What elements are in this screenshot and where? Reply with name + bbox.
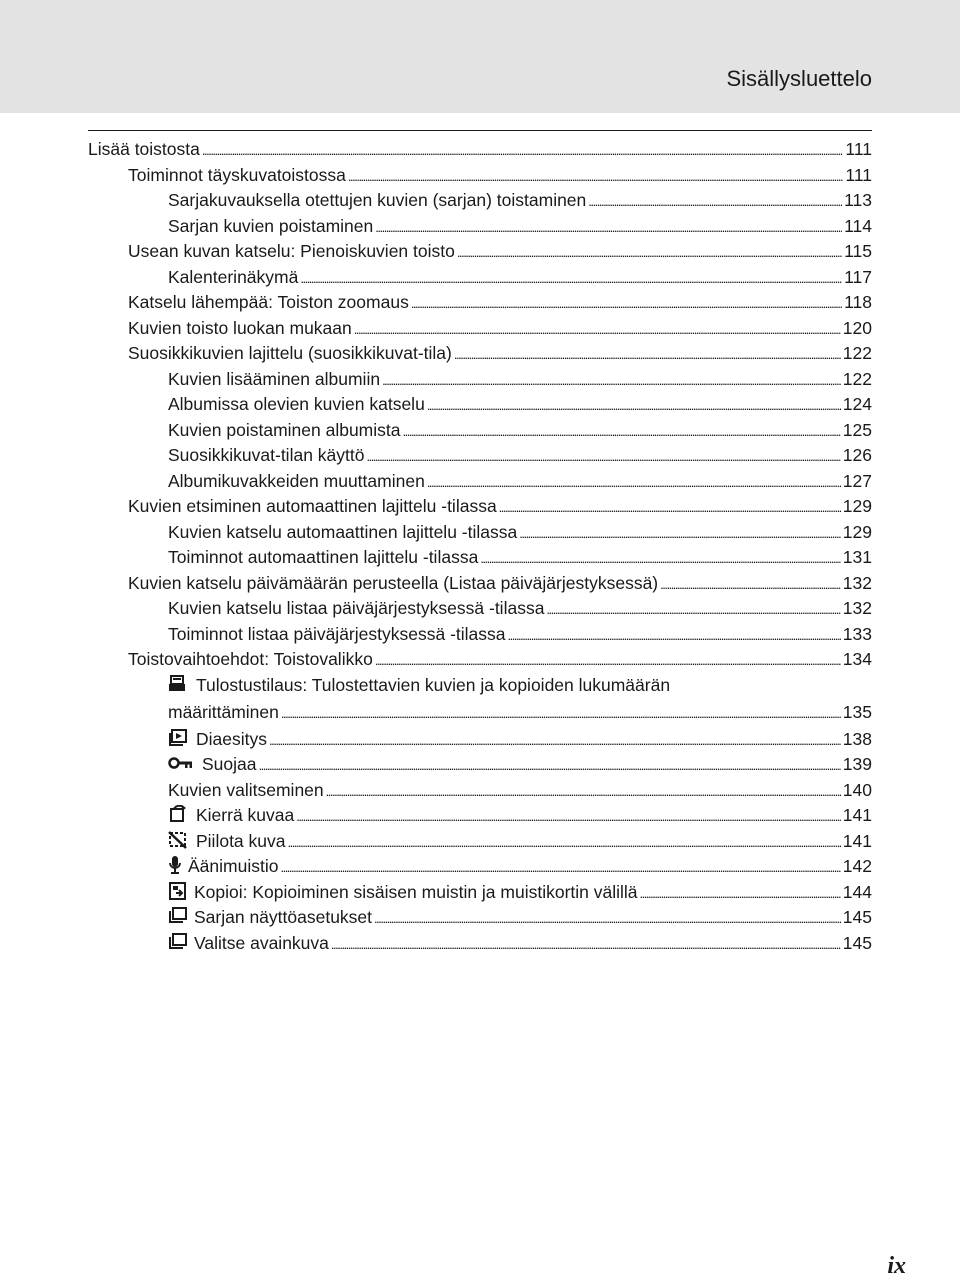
toc-entry-page: 114 (844, 215, 872, 236)
toc-entry-page: 118 (844, 292, 872, 312)
toc-entry[interactable] (88, 267, 872, 293)
toc-entry-text: Valitse avainkuva (194, 932, 329, 953)
toc-entry-label: Toiminnot automaattinen lajittelu -tilassa (168, 547, 479, 567)
toc-entry-page: 115 (844, 241, 872, 261)
page-title: Sisällysluettelo (726, 66, 872, 91)
rotate-image-icon (168, 805, 188, 823)
slideshow-icon (168, 729, 188, 747)
toc-entry-text: Diaesitys (196, 728, 267, 749)
toc-entry[interactable] (88, 780, 872, 806)
print-order-icon (168, 675, 188, 693)
dot-leader (411, 296, 842, 311)
protect-key-icon (168, 754, 194, 772)
toc-entry-page: 139 (842, 754, 872, 774)
toc-entry-page: 113 (844, 190, 872, 210)
toc-entry-page: 135 (842, 701, 872, 722)
toc-entry-page: 127 (842, 470, 872, 491)
toc-entry-label: Usean kuvan katselu: Pienoiskuvien toisto (128, 241, 455, 261)
toc-entry[interactable] (88, 496, 872, 522)
toc-entry-label (168, 729, 267, 750)
toc-entry-label (168, 882, 638, 903)
toc-entry-page: 129 (842, 496, 872, 516)
toc-entry-label (168, 805, 294, 826)
toc-entry-page: 141 (842, 805, 872, 825)
dot-leader (508, 628, 841, 643)
dot-leader (480, 551, 840, 566)
toc-entry[interactable] (88, 729, 872, 755)
toc-entry[interactable] (88, 856, 872, 882)
toc-entry[interactable] (88, 624, 872, 650)
key-picture-icon (168, 933, 188, 951)
toc-entry-label: Kuvien katselu automaattinen lajittelu -tilassa (168, 521, 518, 542)
toc-entry-page: 133 (842, 623, 872, 644)
toc-entry-text: Suojaa (202, 754, 257, 774)
toc-entry-page: 145 (842, 907, 872, 927)
toc-entry-label: Sarjakuvauksella otettujen kuvien (sarjan) toistaminen (168, 190, 587, 210)
dot-leader (259, 758, 841, 773)
dot-leader (660, 577, 841, 592)
toc-entry-text: Sarjan näyttöasetukset (194, 907, 373, 927)
toc-entry-page: 145 (842, 932, 872, 953)
toc-entry-wrapped[interactable] (88, 675, 872, 729)
toc-entry[interactable] (88, 573, 872, 599)
toc-entry-label: Albumikuvakkeiden muuttaminen (168, 470, 425, 491)
dot-leader (546, 602, 840, 617)
dot-leader (427, 398, 841, 413)
toc-entry-label (168, 754, 257, 775)
dot-leader (348, 169, 844, 184)
toc-entry[interactable] (88, 522, 872, 548)
copy-icon (168, 882, 188, 900)
toc-entry-page: 131 (842, 547, 872, 567)
toc-entry[interactable] (88, 598, 872, 624)
toc-entry[interactable] (88, 190, 872, 216)
dot-leader (269, 733, 841, 748)
dot-leader (375, 653, 841, 668)
toc-entry-page: 122 (842, 343, 872, 363)
toc-entry-label: Albumissa olevien kuvien katselu (168, 394, 425, 414)
dot-leader (300, 271, 842, 286)
toc-entry-label: Tulostustilaus: Tulostettavien kuvien ja kopioiden lukumäärän (196, 674, 671, 695)
toc-entry-text: Kierrä kuvaa (196, 805, 295, 825)
toc-entry-text: Piilota kuva (196, 830, 286, 851)
dot-leader (427, 475, 841, 490)
toc-entry[interactable] (88, 318, 872, 344)
dot-leader (331, 937, 841, 952)
toc-entry[interactable] (88, 343, 872, 369)
dot-leader (403, 424, 841, 439)
toc-entry[interactable] (88, 882, 872, 908)
dot-leader (296, 809, 841, 824)
page-number: ix (887, 1253, 906, 1279)
toc-entry-page: 125 (842, 419, 872, 440)
toc-entry-label (168, 856, 278, 877)
toc-entry[interactable] (88, 445, 872, 471)
toc-entry-page: 144 (842, 881, 872, 902)
dot-leader (382, 373, 841, 388)
toc-entry[interactable] (88, 649, 872, 675)
dot-leader (374, 911, 841, 926)
toc-entry-label: Toiminnot täyskuvatoistossa (128, 164, 346, 185)
toc-entry-text: Kopioi: Kopioiminen sisäisen muistin ja muistikortin välillä (194, 881, 638, 902)
dot-leader (499, 500, 841, 515)
dot-leader (454, 347, 841, 362)
toc-entry-label: Kuvien katselu päivämäärän perusteella (Listaa päiväjärjestyksessä) (128, 572, 659, 593)
toc-entry[interactable] (88, 933, 872, 959)
toc-entry-label: Suosikkikuvien lajittelu (suosikkikuvat-tila) (128, 343, 452, 363)
dot-leader (519, 526, 841, 541)
toc-entry[interactable] (88, 547, 872, 573)
toc-entry-text: Äänimuistio (188, 856, 279, 876)
toc-entry-label: Kalenterinäkymä (168, 266, 299, 287)
toc-entry-label: Kuvien toisto luokan mukaan (128, 317, 352, 338)
toc-entry[interactable] (88, 907, 872, 933)
toc-entry-page: 129 (842, 521, 872, 542)
toc-entry-label: Kuvien katselu listaa päiväjärjestyksessä -tilassa (168, 598, 545, 618)
toc-entry-label: Lisää toistosta (88, 139, 200, 159)
toc-entry-label: määrittäminen (168, 701, 279, 722)
dot-leader (457, 245, 842, 260)
toc-entry-label: Kuvien poistaminen albumista (168, 419, 401, 440)
toc-entry-page: 132 (842, 598, 872, 618)
toc-entry-label: Kuvien valitseminen (168, 779, 324, 800)
toc-entry-label (168, 907, 372, 928)
dot-leader (640, 886, 841, 901)
toc-entry-page: 132 (842, 572, 872, 593)
toc-entry[interactable] (88, 831, 872, 857)
toc-entry-page: 124 (842, 394, 872, 414)
toc-entry-label: Kuvien etsiminen automaattinen lajittelu -tilassa (128, 496, 497, 516)
toc-entry-page: 120 (842, 317, 872, 338)
toc-entry[interactable] (88, 241, 872, 267)
toc-entry-page: 138 (842, 728, 872, 749)
toc-entry[interactable] (88, 369, 872, 395)
toc-entry-page: 122 (842, 368, 872, 389)
sequence-display-icon (168, 907, 188, 925)
toc-entry-label: Katselu lähempää: Toiston zoomaus (128, 292, 409, 312)
toc-entry-label: Toistovaihtoehdot: Toistovalikko (128, 649, 373, 669)
toc-entry-label: Sarjan kuvien poistaminen (168, 215, 374, 236)
toc-entry-page: 141 (842, 830, 872, 851)
toc-entry[interactable] (88, 216, 872, 242)
toc-entry-label: Suosikkikuvat-tilan käyttö (168, 445, 365, 465)
toc-entry-page: 134 (842, 649, 872, 669)
toc-entry-label: Toiminnot listaa päiväjärjestyksessä -tilassa (168, 623, 506, 644)
header-band (0, 0, 960, 113)
toc-entry[interactable] (88, 139, 872, 165)
toc-entry-page: 117 (844, 266, 872, 287)
header-divider (88, 130, 872, 131)
toc-entry[interactable] (88, 165, 872, 191)
dot-leader (588, 194, 842, 209)
toc-entry-page: 140 (842, 779, 872, 800)
toc-entry-page: 111 (845, 139, 872, 159)
dot-leader (375, 220, 842, 235)
toc-entry-label (168, 831, 286, 852)
table-of-contents (88, 139, 872, 958)
dot-leader (280, 860, 840, 875)
hide-image-icon (168, 831, 188, 849)
toc-entry-label: Kuvien lisääminen albumiin (168, 368, 381, 389)
toc-entry[interactable] (88, 292, 872, 318)
toc-entry-page: 142 (842, 856, 872, 876)
dot-leader (354, 322, 841, 337)
toc-entry[interactable] (88, 754, 872, 780)
toc-entry-page: 126 (842, 445, 872, 465)
dot-leader (326, 784, 841, 799)
toc-entry[interactable] (88, 471, 872, 497)
dot-leader (288, 835, 841, 850)
dot-leader (202, 143, 844, 158)
toc-entry[interactable] (88, 394, 872, 420)
toc-entry-label (168, 933, 329, 954)
dot-leader (281, 706, 841, 721)
dot-leader (366, 449, 840, 464)
toc-entry[interactable] (88, 420, 872, 446)
voice-memo-icon (168, 856, 182, 874)
toc-entry[interactable] (88, 805, 872, 831)
toc-entry-page: 111 (845, 164, 872, 185)
